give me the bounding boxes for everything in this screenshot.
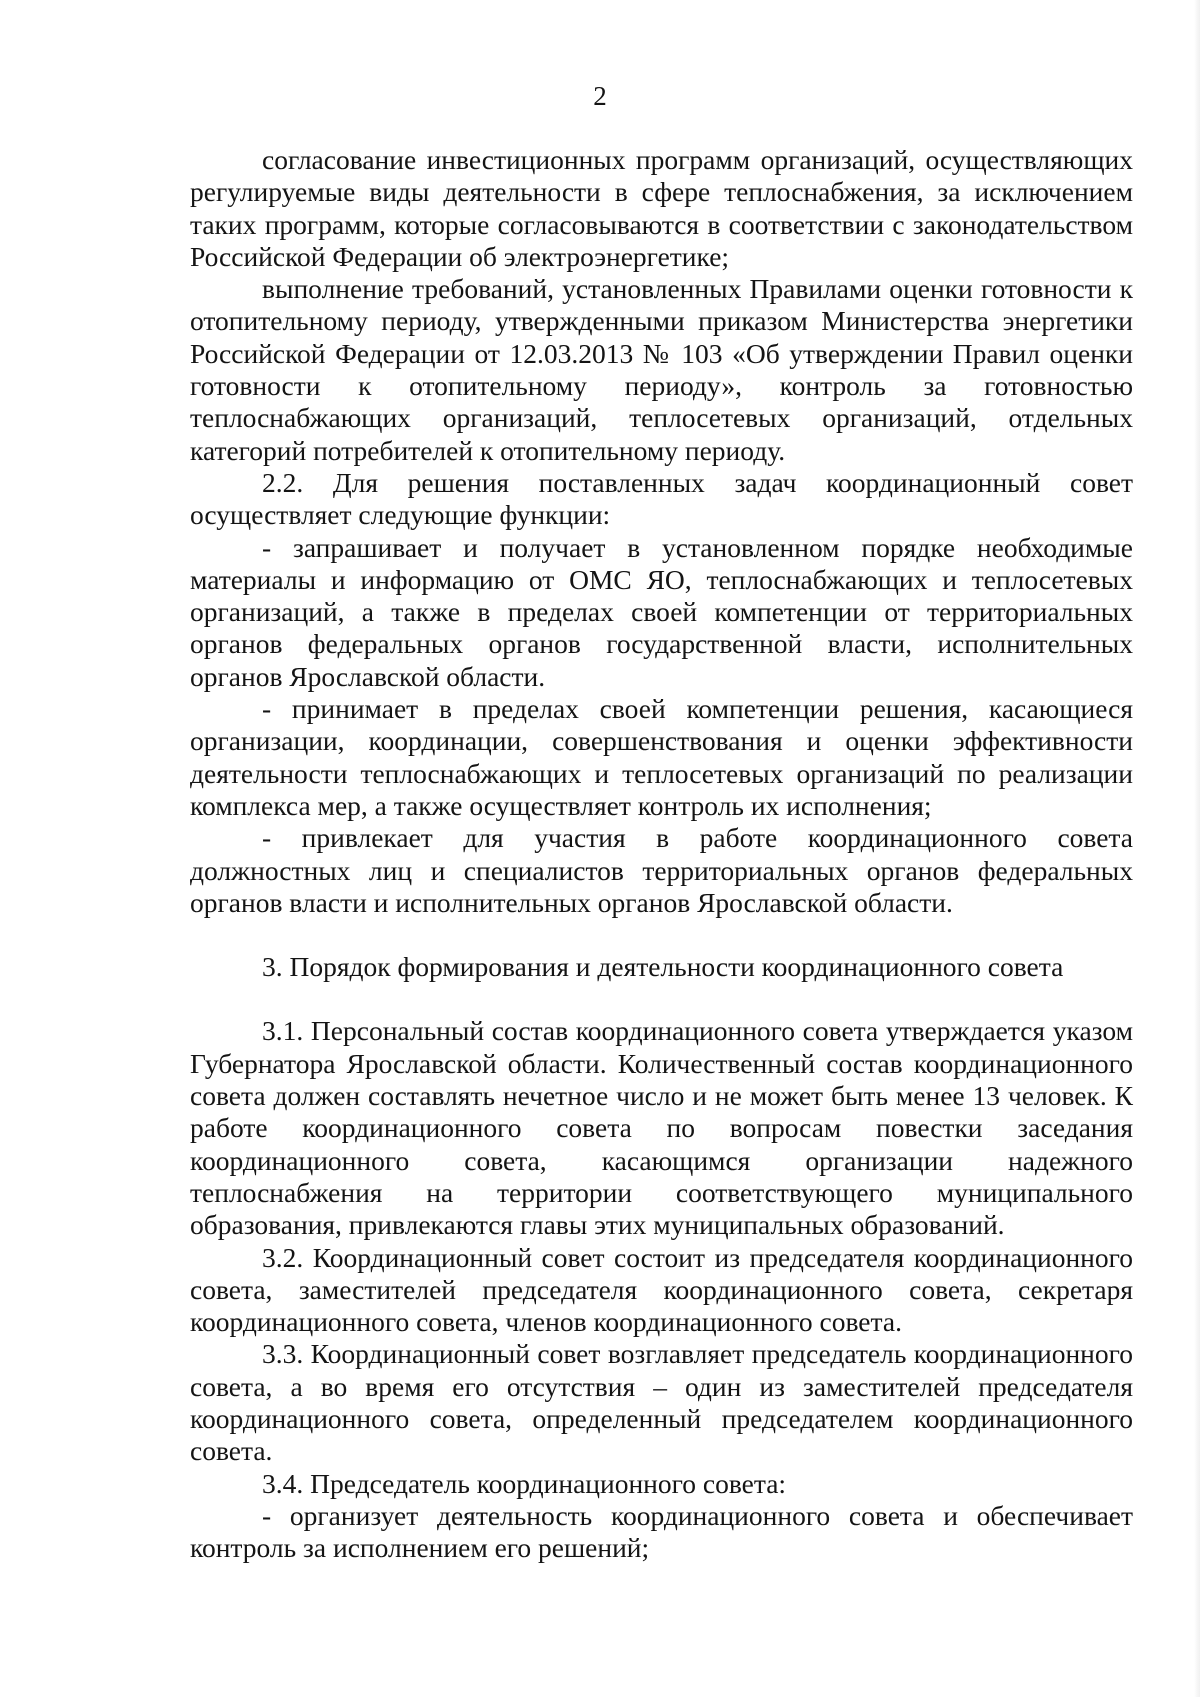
paragraph-function-involve: - привлекает для участия в работе координационного совета должностных лиц и специалистов территориальных органов федеральных органов власти и исполнительных органов Ярославской области. (190, 822, 1133, 918)
paragraph-3-4: 3.4. Председатель координационного совета: (262, 1467, 787, 1499)
paragraph-3-3: 3.3. Координационный совет возглавляет председатель координационного совета, а во время его отсутствия – один из заместителей председателя координационного совета, определенный председателем координационного совета. (190, 1338, 1133, 1467)
paragraph-readiness-rules: выполнение требований, установленных Правилами оценки готовности к отопительному периоду, утвержденными приказом Министерства энергетики Российской Федерации от 12.03.2013 № 103 «Об утверждении Правил оценки готовности к отопительному периоду», контроль за готовностью теплоснабжающих организаций, теплосетевых организаций, отдельных категорий потребителей к отопительному периоду. (190, 273, 1133, 466)
section-spacer-top (190, 919, 1133, 951)
paragraph-function-request: - запрашивает и получает в установленном порядке необходимые материалы и информацию от ОМС ЯО, теплоснабжающих и теплосетевых организаций, а также в пределах своей компетенции от территориальных органов федеральных органов государственной власти, исполнительных органов Ярославской области. (190, 531, 1133, 692)
document-body (190, 144, 1133, 1564)
paragraph-3-1: 3.1. Персональный состав координационного совета утверждается указом Губернатора Ярославской области. Количественный состав координационного совета должен составлять нечетное число и не может быть менее 13 человек. К работе координационного совета по вопросам повестки заседания координационного совета, касающимся организации надежного теплоснабжения на территории соответствующего муниципального образования, привлекаются главы этих муниципальных образований. (190, 1015, 1133, 1241)
paragraph-3-2: 3.2. Координационный совет состоит из председателя координационного совета, заместителей председателя координационного совета, секретаря координационного совета, членов координационного совета. (190, 1241, 1133, 1338)
scan-edge-shadow (1194, 0, 1200, 1697)
paragraph-function-decisions: - принимает в пределах своей компетенции решения, касающиеся организации, координации, совершенствования и оценки эффективности деятельности теплоснабжающих и теплосетевых организаций по реализации комплекса мер, а также осуществляет контроль их исполнения; (190, 693, 1133, 821)
page-number: 2 (593, 81, 607, 111)
paragraph-2-2: 2.2. Для решения поставленных задач координационный совет осуществляет следующие функции: (190, 466, 1133, 531)
paragraph-investment-programs: согласование инвестиционных программ организаций, осуществляющих регулируемые виды деятельности в сфере теплоснабжения, за исключением таких программ, которые согласовываются в соответствии с законодательством Российской Федерации об электроэнергетике; (190, 144, 1133, 272)
paragraph-3-4-organizes: - организует деятельность координационного совета и обеспечивает контроль за исполнением его решений; (190, 1499, 1133, 1564)
section-spacer-bottom (190, 983, 1133, 1015)
section-heading: 3. Порядок формирования и деятельности координационного совета (262, 951, 1064, 983)
